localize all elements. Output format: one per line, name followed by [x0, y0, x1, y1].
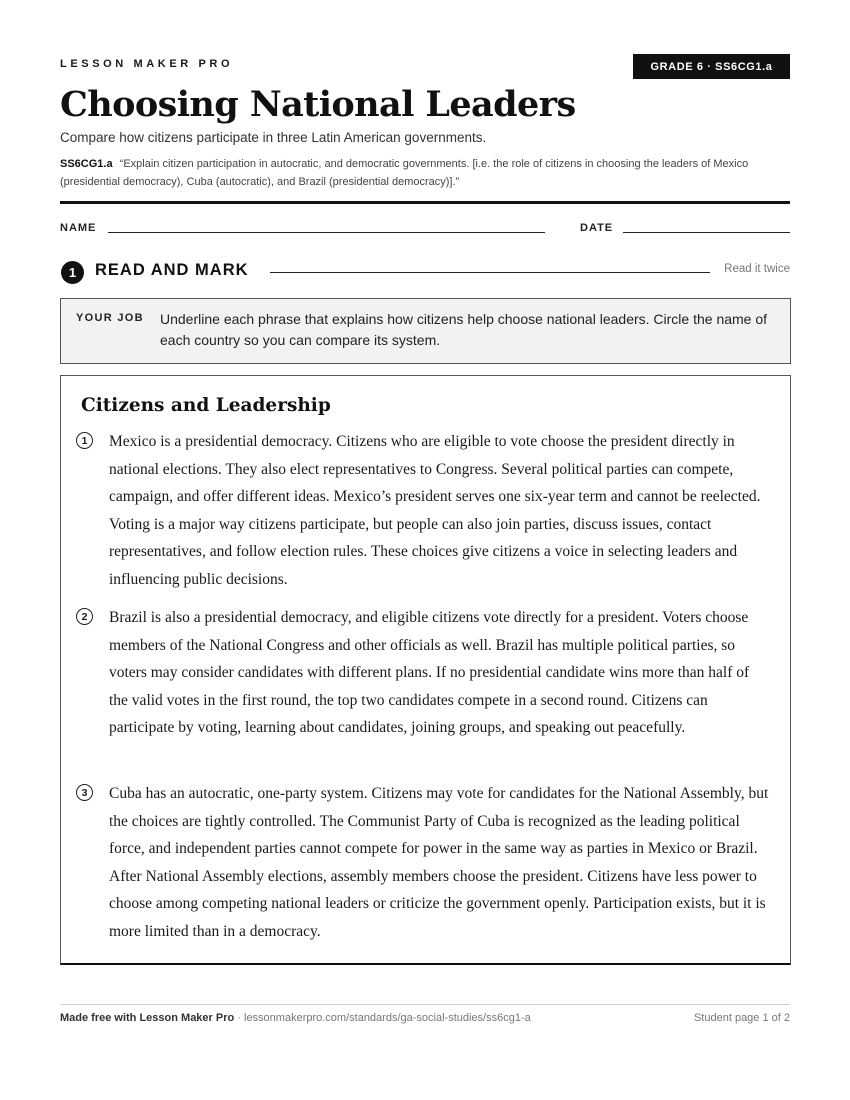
paragraph-brazil: Brazil is also a presidential democracy, and eligible citizens vote directly for a president. Voters choose members of the National Congress and other officials as well. Brazil has multiple political parties, so voters may consider candidates with different plans. If no presidential candidate wins more than half of the valid votes in the first round, the top two candidates compete in a second round. Citizens can participate by voting, learning about candidates, joining groups, and speaking out peacefully.: [109, 609, 750, 737]
job-instructions: Underline each phrase that explains how citizens help choose national leaders. Circle the name of each country so you can compare its system.: [160, 311, 768, 348]
section-note: Read it twice: [724, 263, 790, 275]
grade-badge: GRADE 6 · SS6CG1.a: [633, 54, 790, 79]
footer-divider: [60, 1004, 790, 1005]
standard-description: [60, 155, 790, 191]
date-line: [623, 232, 790, 233]
paragraph-number: 2: [76, 608, 93, 625]
footer-made-with: Made free with Lesson Maker Pro: [60, 1012, 235, 1024]
name-line: [108, 232, 545, 233]
page-subtitle: Compare how citizens participate in three Latin American governments.: [60, 130, 487, 145]
reading-title: Citizens and Leadership: [81, 395, 331, 416]
reading-passage: [60, 375, 791, 965]
section-title: READ AND MARK: [95, 261, 249, 279]
footer-credit: [60, 1012, 531, 1024]
standard-text: “Explain citizen participation in autocratic, and democratic governments. [i.e. the role of citizens in choosing the leaders of Mexico (presidential democracy), Cuba (autocratic), and Brazil (presidential democracy)].”: [60, 158, 749, 188]
job-box: [60, 298, 791, 364]
footer-url[interactable]: · lessonmakerpro.com/standards/ga-social-studies/ss6cg1-a: [234, 1012, 531, 1024]
date-label: DATE: [580, 222, 614, 234]
job-label: YOUR JOB: [76, 312, 144, 324]
footer-page-number: Student page 1 of 2: [693, 1012, 790, 1024]
paragraph-mexico: Mexico is a presidential democracy. Citizens who are eligible to vote choose the president directly in national elections. They also elect representatives to Congress. Several political parties can compete, campaign, and offer different ideas. Mexico’s president serves one six-year term and cannot be reelected. Voting is a major way citizens participate, but people can also join parties, discuss issues, contact representatives, and follow election rules. These choices give citizens a voice in selecting leaders and influencing public decisions.: [109, 433, 761, 588]
paragraph-number: 1: [76, 432, 93, 449]
paragraph-number: 3: [76, 784, 93, 801]
section-number-badge: 1: [61, 261, 84, 284]
section-divider: [270, 272, 710, 273]
brand-name: LESSON MAKER PRO: [60, 58, 234, 70]
page-title: Choosing National Leaders: [60, 84, 576, 125]
standard-code: SS6CG1.a: [60, 158, 113, 170]
paragraph-cuba: Cuba has an autocratic, one-party system. Citizens may vote for candidates for the National Assembly, but the choices are tightly controlled. The Communist Party of Cuba is recognized as the leading political force, and independent parties cannot compete for power in the same way as parties in Mexico or Brazil. After National Assembly elections, assembly members choose the president. Citizens have less power to choose among competing national leaders or criticize the government openly. Participation exists, but it is more limited than in a democracy.: [109, 785, 769, 940]
name-label: NAME: [60, 222, 97, 234]
header-divider: [60, 201, 790, 204]
